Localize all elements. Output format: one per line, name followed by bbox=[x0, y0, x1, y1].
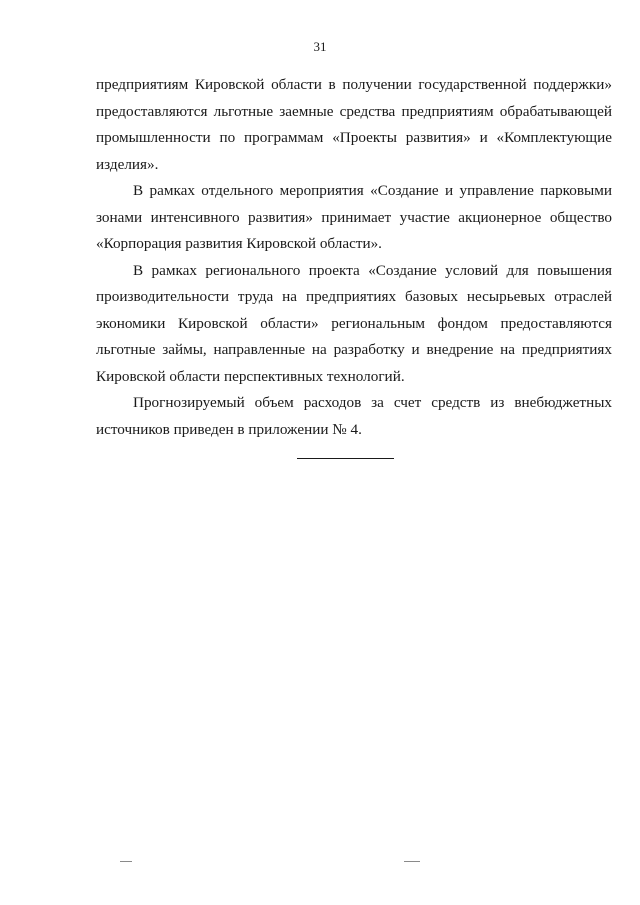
scan-speck bbox=[120, 861, 132, 862]
paragraph-regional-project: В рамках регионального проекта «Создание условий для повышения производительности труда на предприятиях базовых несырьевых отраслей экономики Кировской области» региональным фондом предоставляются льготные займы, направленные на разработку и внедрение на предприятиях Кировской области перспективных технологий. bbox=[96, 261, 612, 385]
page-body bbox=[96, 72, 612, 443]
paragraph-park-zones: В рамках отдельного мероприятия «Создание и управление парковыми зонами интенсивного развития» принимает участие акционерное общество «Корпорация развития Кировской области». bbox=[96, 182, 612, 252]
end-of-text-rule bbox=[297, 458, 394, 459]
paragraph-continuation: предприятиям Кировской области в получении государственной поддержки» предоставляются льготные заемные средства предприятиям обрабатывающей промышленности по программам «Проекты развития» и «Комплектующие изделия». bbox=[96, 76, 612, 173]
paragraph-forecast-expenses: Прогнозируемый объем расходов за счет средств из внебюджетных источников приведен в приложении № 4. bbox=[96, 394, 612, 438]
page-number: 31 bbox=[313, 39, 327, 54]
scan-speck bbox=[404, 861, 420, 862]
